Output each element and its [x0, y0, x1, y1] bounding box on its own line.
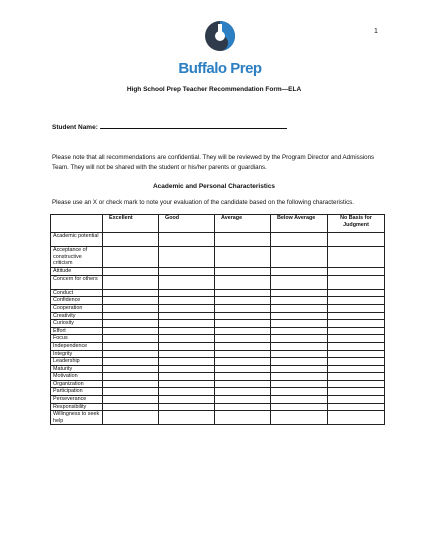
logo-wordmark: Buffalo Prep: [178, 60, 262, 77]
table-body: [51, 233, 385, 425]
rating-cell[interactable]: [328, 396, 385, 404]
rating-cell[interactable]: [271, 411, 328, 425]
rating-cell[interactable]: [328, 342, 385, 350]
section-title: Academic and Personal Characteristics: [152, 183, 276, 190]
rating-cell[interactable]: [328, 411, 385, 425]
table-row: [51, 403, 385, 411]
table-row: [51, 365, 385, 373]
rating-cell[interactable]: [215, 320, 271, 328]
rating-cell[interactable]: [103, 267, 159, 275]
rating-cell[interactable]: [215, 380, 271, 388]
rating-cell[interactable]: [328, 312, 385, 320]
rating-cell[interactable]: [328, 275, 385, 289]
characteristic-label: Organization: [51, 380, 103, 388]
rating-cell[interactable]: [103, 327, 159, 335]
characteristic-label: Academic potential: [51, 233, 103, 247]
column-header: No Basis for Judgment: [328, 215, 385, 233]
rating-cell[interactable]: [159, 304, 215, 312]
characteristic-label: Maturity: [51, 365, 103, 373]
student-name-row: [52, 122, 287, 131]
characteristic-label: Focus: [51, 335, 103, 343]
rating-cell[interactable]: [215, 304, 271, 312]
table-row: [51, 380, 385, 388]
table-row: [51, 297, 385, 305]
characteristic-label: Effort: [51, 327, 103, 335]
rating-cell[interactable]: [215, 373, 271, 381]
rating-cell[interactable]: [159, 275, 215, 289]
rating-cell[interactable]: [103, 335, 159, 343]
rating-cell[interactable]: [271, 358, 328, 366]
characteristic-label: Perseverance: [51, 396, 103, 404]
rating-cell[interactable]: [271, 388, 328, 396]
rating-cell[interactable]: [271, 275, 328, 289]
student-name-field[interactable]: [100, 122, 287, 129]
logo-mark-icon: [204, 14, 236, 58]
table-row: [51, 247, 385, 268]
rating-cell[interactable]: [328, 358, 385, 366]
rating-cell[interactable]: [328, 380, 385, 388]
rating-cell[interactable]: [215, 247, 271, 268]
rating-cell[interactable]: [271, 247, 328, 268]
rating-cell[interactable]: [103, 247, 159, 268]
characteristic-label: Leadership: [51, 358, 103, 366]
rating-cell[interactable]: [103, 380, 159, 388]
rating-cell[interactable]: [159, 267, 215, 275]
rating-cell[interactable]: [215, 388, 271, 396]
rating-cell[interactable]: [328, 297, 385, 305]
rating-cell[interactable]: [328, 304, 385, 312]
rating-cell[interactable]: [159, 373, 215, 381]
rating-cell[interactable]: [159, 358, 215, 366]
rating-cell[interactable]: [103, 358, 159, 366]
rating-cell[interactable]: [159, 327, 215, 335]
rating-cell[interactable]: [271, 350, 328, 358]
rating-cell[interactable]: [215, 350, 271, 358]
rating-cell[interactable]: [103, 275, 159, 289]
instructions: Please use an X or check mark to note your evaluation of the candidate based on the following characteristics.: [52, 199, 354, 206]
rating-cell[interactable]: [159, 297, 215, 305]
rating-cell[interactable]: [215, 289, 271, 297]
rating-cell[interactable]: [271, 335, 328, 343]
page-number: 1: [374, 28, 378, 35]
characteristic-label: Confidence: [51, 297, 103, 305]
table-row: [51, 396, 385, 404]
rating-cell[interactable]: [159, 365, 215, 373]
rating-cell[interactable]: [271, 312, 328, 320]
rating-cell[interactable]: [328, 289, 385, 297]
table-row: [51, 411, 385, 425]
rating-cell[interactable]: [215, 312, 271, 320]
characteristic-label: Independence: [51, 342, 103, 350]
rating-cell[interactable]: [328, 335, 385, 343]
rating-cell[interactable]: [215, 411, 271, 425]
rating-cell[interactable]: [328, 320, 385, 328]
rating-cell[interactable]: [328, 327, 385, 335]
rating-cell[interactable]: [103, 388, 159, 396]
rating-cell[interactable]: [215, 396, 271, 404]
rating-cell[interactable]: [103, 297, 159, 305]
rating-cell[interactable]: [159, 247, 215, 268]
column-header-characteristic: [51, 215, 103, 233]
rating-cell[interactable]: [103, 342, 159, 350]
rating-cell[interactable]: [103, 233, 159, 247]
rating-cell[interactable]: [271, 342, 328, 350]
characteristic-label: Willingness to seek help: [51, 411, 103, 425]
buffalo-prep-logo: [170, 14, 270, 76]
rating-cell[interactable]: [328, 403, 385, 411]
rating-cell[interactable]: [271, 373, 328, 381]
column-header: Average: [215, 215, 271, 233]
characteristic-label: Responsibility: [51, 403, 103, 411]
rating-cell[interactable]: [271, 380, 328, 388]
rating-cell[interactable]: [159, 403, 215, 411]
characteristic-label: Acceptance of constructive criticism: [51, 247, 103, 268]
characteristic-label: Participation: [51, 388, 103, 396]
table-row: [51, 373, 385, 381]
rating-cell[interactable]: [215, 335, 271, 343]
rating-cell[interactable]: [159, 350, 215, 358]
table-row: [51, 335, 385, 343]
characteristic-label: Attitude: [51, 267, 103, 275]
column-header: Below Average: [271, 215, 328, 233]
rating-cell[interactable]: [328, 233, 385, 247]
rating-cell[interactable]: [271, 403, 328, 411]
rating-cell[interactable]: [271, 396, 328, 404]
rating-cell[interactable]: [103, 312, 159, 320]
table-row: [51, 289, 385, 297]
table-row: [51, 358, 385, 366]
rating-cell[interactable]: [159, 380, 215, 388]
rating-cell[interactable]: [103, 373, 159, 381]
characteristic-label: Conduct: [51, 289, 103, 297]
student-name-label: Student Name:: [52, 124, 98, 131]
column-header: Excellent: [103, 215, 159, 233]
rating-cell[interactable]: [215, 267, 271, 275]
rating-cell[interactable]: [159, 233, 215, 247]
table-row: [51, 327, 385, 335]
table-header-row: [51, 215, 385, 233]
rating-cell[interactable]: [159, 312, 215, 320]
table-row: [51, 350, 385, 358]
table-row: [51, 304, 385, 312]
rating-cell[interactable]: [271, 289, 328, 297]
table-row: [51, 267, 385, 275]
rating-cell[interactable]: [103, 350, 159, 358]
rating-cell[interactable]: [271, 233, 328, 247]
rating-cell[interactable]: [103, 403, 159, 411]
rating-cell[interactable]: [215, 358, 271, 366]
rating-cell[interactable]: [159, 320, 215, 328]
characteristics-table: [50, 214, 385, 425]
rating-cell[interactable]: [215, 275, 271, 289]
rating-cell[interactable]: [328, 247, 385, 268]
rating-cell[interactable]: [103, 411, 159, 425]
rating-cell[interactable]: [328, 267, 385, 275]
rating-cell[interactable]: [159, 396, 215, 404]
characteristic-label: Concern for others: [51, 275, 103, 289]
rating-cell[interactable]: [103, 365, 159, 373]
characteristic-label: Integrity: [51, 350, 103, 358]
confidentiality-note: Please note that all recommendations are confidential. They will be reviewed by the Program Director and Admissions Team. They will not be shared with the student or his/her parents or guardians.: [52, 154, 375, 171]
table-row: [51, 342, 385, 350]
rating-cell[interactable]: [159, 289, 215, 297]
rating-cell[interactable]: [328, 365, 385, 373]
table-row: [51, 312, 385, 320]
characteristic-label: Creativity: [51, 312, 103, 320]
rating-cell[interactable]: [271, 297, 328, 305]
rating-cell[interactable]: [103, 320, 159, 328]
table-row: [51, 233, 385, 247]
table-row: [51, 388, 385, 396]
characteristic-label: Curiosity: [51, 320, 103, 328]
rating-cell[interactable]: [215, 297, 271, 305]
rating-cell[interactable]: [271, 365, 328, 373]
characteristic-label: Motivation: [51, 373, 103, 381]
rating-cell[interactable]: [159, 388, 215, 396]
column-header: Good: [159, 215, 215, 233]
rating-cell[interactable]: [328, 350, 385, 358]
rating-cell[interactable]: [328, 388, 385, 396]
rating-cell[interactable]: [271, 304, 328, 312]
rating-cell[interactable]: [103, 289, 159, 297]
rating-cell[interactable]: [215, 365, 271, 373]
rating-cell[interactable]: [103, 396, 159, 404]
rating-cell[interactable]: [159, 411, 215, 425]
rating-cell[interactable]: [328, 373, 385, 381]
form-title: High School Prep Teacher Recommendation Form—ELA: [126, 86, 302, 93]
rating-cell[interactable]: [215, 342, 271, 350]
rating-cell[interactable]: [103, 304, 159, 312]
rating-cell[interactable]: [159, 342, 215, 350]
rating-cell[interactable]: [271, 327, 328, 335]
table-row: [51, 320, 385, 328]
rating-cell[interactable]: [215, 327, 271, 335]
rating-cell[interactable]: [271, 267, 328, 275]
rating-cell[interactable]: [159, 335, 215, 343]
characteristic-label: Cooperation: [51, 304, 103, 312]
rating-cell[interactable]: [215, 403, 271, 411]
rating-cell[interactable]: [271, 320, 328, 328]
table-row: [51, 275, 385, 289]
rating-cell[interactable]: [215, 233, 271, 247]
